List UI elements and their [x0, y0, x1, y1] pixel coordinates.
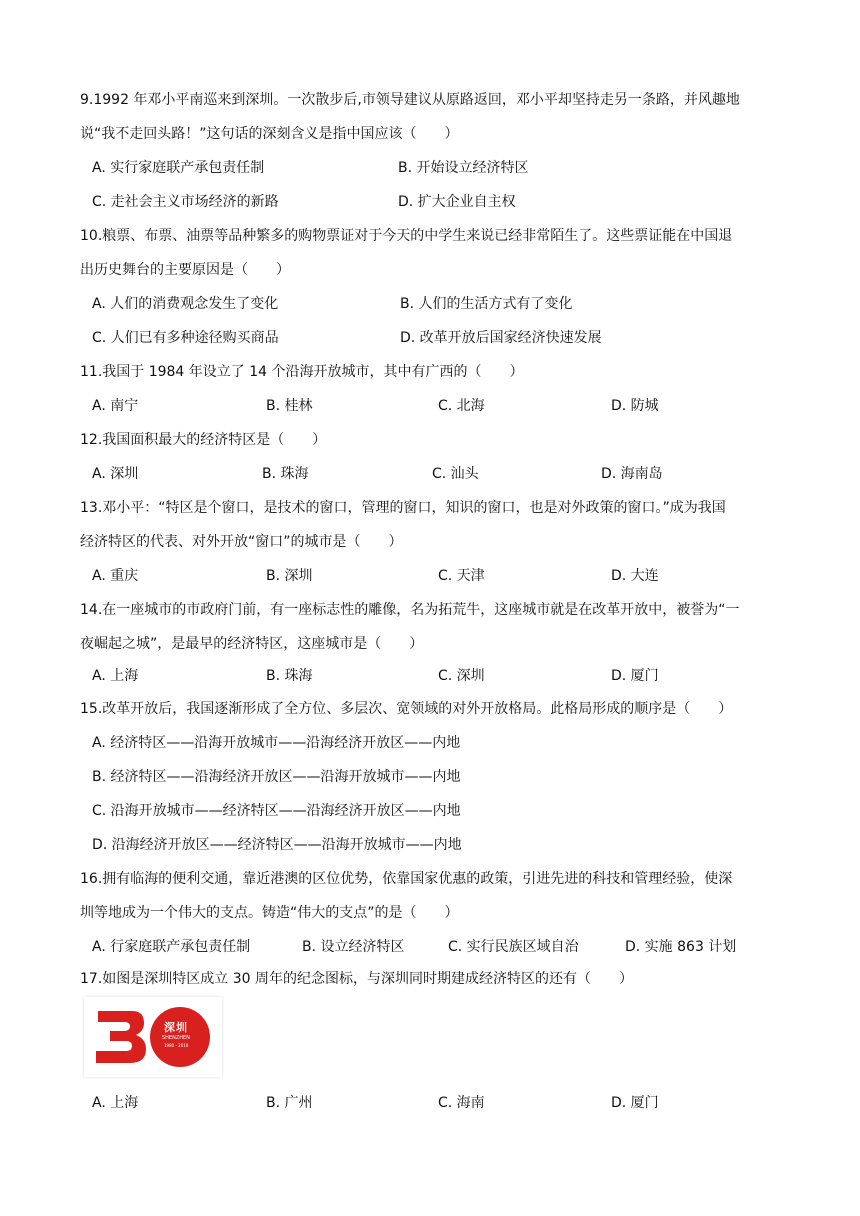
q11-stem: 11.我国于 1984 年设立了 14 个沿海开放城市，其中有广西的（ ）	[80, 364, 524, 380]
q12-option-b[interactable]: B. 珠海	[262, 466, 309, 482]
q15-option-c[interactable]: C. 沿海开放城市——经济特区——沿海经济开放区——内地	[92, 803, 461, 819]
q17-option-a[interactable]: A. 上海	[92, 1095, 139, 1111]
q10-option-a[interactable]: A. 人们的消费观念发生了变化	[92, 296, 279, 312]
q13-option-d[interactable]: D. 大连	[611, 568, 659, 584]
q9-stem-line2: 说“我不走回头路！”这句话的深刻含义是指中国应该（ ）	[80, 126, 459, 142]
q15-option-d[interactable]: D. 沿海经济开放区——经济特区——沿海开放城市——内地	[92, 837, 462, 853]
q11-option-b[interactable]: B. 桂林	[266, 398, 313, 414]
q14-option-d[interactable]: D. 厦门	[611, 668, 659, 684]
logo-city-text: 深圳	[164, 1021, 188, 1034]
q13-stem-line2: 经济特区的代表、对外开放“窗口”的城市是（ ）	[80, 534, 403, 550]
q13-option-b[interactable]: B. 深圳	[266, 568, 313, 584]
q14-stem-line1: 14.在一座城市的市政府门前，有一座标志性的雕像，名为拓荒牛，这座城市就是在改革开放中，被誉为“一	[80, 602, 740, 618]
q13-option-c[interactable]: C. 天津	[438, 568, 485, 584]
q10-stem-line2: 出历史舞台的主要原因是（ ）	[80, 262, 290, 278]
q14-option-b[interactable]: B. 珠海	[266, 668, 313, 684]
logo-english-text: SHENZHEN	[162, 1035, 190, 1041]
q9-option-d[interactable]: D. 扩大企业自主权	[398, 194, 516, 210]
q13-stem-line1: 13.邓小平：“特区是个窗口，是技术的窗口，管理的窗口，知识的窗口，也是对外政策的窗口。”成为我国	[80, 500, 726, 516]
q10-option-b[interactable]: B. 人们的生活方式有了变化	[400, 296, 573, 312]
q16-option-c[interactable]: C. 实行民族区域自治	[448, 939, 579, 955]
q16-option-b[interactable]: B. 设立经济特区	[302, 939, 405, 955]
q12-option-a[interactable]: A. 深圳	[92, 466, 139, 482]
q13-option-a[interactable]: A. 重庆	[92, 568, 139, 584]
q12-option-c[interactable]: C. 汕头	[432, 466, 479, 482]
q17-option-c[interactable]: C. 海南	[438, 1095, 485, 1111]
anniversary-30-graphic	[92, 1001, 218, 1073]
q9-option-a[interactable]: A. 实行家庭联产承包责任制	[92, 160, 265, 176]
q14-option-c[interactable]: C. 深圳	[438, 668, 485, 684]
q15-option-a[interactable]: A. 经济特区——沿海开放城市——沿海经济开放区——内地	[92, 735, 461, 751]
shenzhen-30th-anniversary-logo	[84, 997, 222, 1077]
q10-option-c[interactable]: C. 人们已有多种途径购买商品	[92, 330, 279, 346]
q11-option-a[interactable]: A. 南宁	[92, 398, 139, 414]
q17-option-d[interactable]: D. 厦门	[611, 1095, 659, 1111]
q17-stem: 17.如图是深圳特区成立 30 周年的纪念图标，与深圳同时期建成经济特区的还有（ ）	[80, 971, 633, 987]
q12-option-d[interactable]: D. 海南岛	[601, 466, 663, 482]
q12-stem: 12.我国面积最大的经济特区是（ ）	[80, 432, 327, 448]
logo-years-text: 1980 - 2010	[164, 1043, 189, 1048]
q9-stem-line1: 9.1992 年邓小平南巡来到深圳。一次散步后,市领导建议从原路返回，邓小平却坚持走另一条路，并风趣地	[80, 92, 740, 108]
q16-option-d[interactable]: D. 实施 863 计划	[625, 939, 737, 955]
q11-option-d[interactable]: D. 防城	[611, 398, 659, 414]
q14-option-a[interactable]: A. 上海	[92, 668, 139, 684]
q16-stem-line1: 16.拥有临海的便利交通，靠近港澳的区位优势，依靠国家优惠的政策，引进先进的科技和管理经验，使深	[80, 871, 733, 887]
q15-stem: 15.改革开放后，我国逐渐形成了全方位、多层次、宽领域的对外开放格局。此格局形成的顺序是（ ）	[80, 701, 733, 717]
q11-option-c[interactable]: C. 北海	[438, 398, 485, 414]
q10-stem-line1: 10.粮票、布票、油票等品种繁多的购物票证对于今天的中学生来说已经非常陌生了。这些票证能在中国退	[80, 228, 733, 244]
q14-stem-line2: 夜崛起之城”，是最早的经济特区，这座城市是（ ）	[80, 636, 424, 652]
q9-option-b[interactable]: B. 开始设立经济特区	[398, 160, 529, 176]
q16-option-a[interactable]: A. 行家庭联产承包责任制	[92, 939, 251, 955]
q15-option-b[interactable]: B. 经济特区——沿海经济开放区——沿海开放城市——内地	[92, 769, 461, 785]
q9-option-c[interactable]: C. 走社会主义市场经济的新路	[92, 194, 279, 210]
q17-option-b[interactable]: B. 广州	[266, 1095, 313, 1111]
q10-option-d[interactable]: D. 改革开放后国家经济快速发展	[400, 330, 602, 346]
q16-stem-line2: 圳等地成为一个伟大的支点。铸造“伟大的支点”的是（ ）	[80, 905, 459, 921]
